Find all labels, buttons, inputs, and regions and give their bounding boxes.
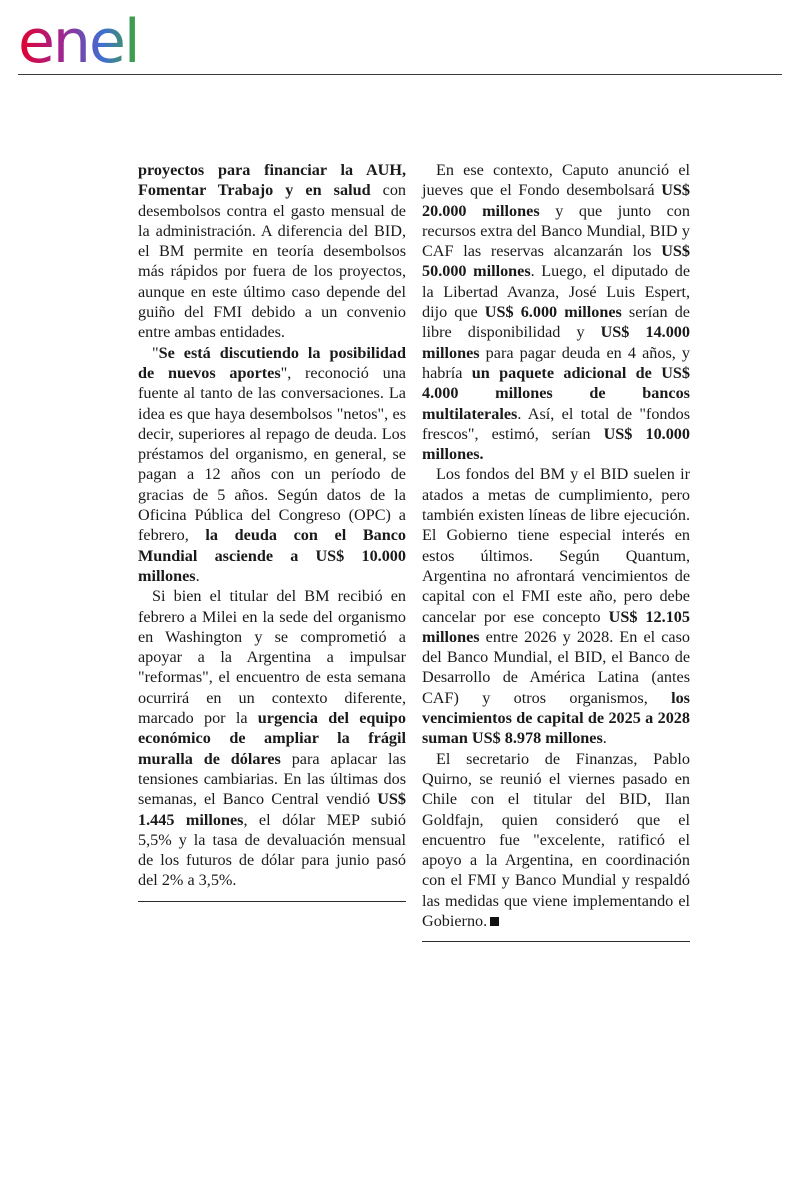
body-text: . (602, 729, 607, 748)
body-text: En ese contexto, Caputo anunció el jueves que el Fondo desembolsará (422, 161, 690, 200)
body-text: y que junto con recursos extra del Banco Mundial, BID y CAF las reservas alcanzarán los (422, 201, 690, 261)
highlighted-text: US$ 14.000 millones (422, 323, 690, 362)
article-paragraph (422, 749, 690, 932)
highlighted-text: US$ 20.000 millones (422, 181, 690, 220)
body-text: para aplacar las tensiones cambiarias. En las últimas dos semanas, el Banco Central vendió (138, 749, 406, 809)
body-text: serían de libre disponibilidad y (422, 303, 690, 342)
article-paragraph (138, 586, 406, 890)
body-text: ", reconoció una fuente al tanto de las conversaciones. La idea es que haya desembolsos "netos", es decir, superiores al repago de deuda. Los préstamos del organismo, en general, se pagan a 12 años con un período de gracias de 5 años. Según datos de la Oficina Pública del Congreso (OPC) a febrero, (138, 363, 406, 545)
article-column-right (422, 160, 690, 942)
body-text: , el dólar MEP subió 5,5% y la tasa de devaluación mensual de los futuros de dólar para junio pasó del 2% a 3,5%. (138, 810, 406, 890)
article-column-left (138, 160, 406, 902)
page-header (0, 0, 800, 80)
enel-logo (18, 6, 173, 68)
column-bottom-rule (422, 941, 690, 942)
highlighted-text: un paquete adicional de US$ 4.000 millones de bancos multilaterales (422, 363, 690, 423)
end-of-article-mark (490, 917, 499, 926)
body-text: entre 2026 y 2028. En el caso del Banco Mundial, el BID, el Banco de Desarrollo de América Latina (antes CAF) y otros organismos, (422, 627, 690, 707)
body-text: " (152, 343, 159, 362)
highlighted-text: los vencimientos de capital de 2025 a 2028 suman US$ 8.978 millones (422, 688, 690, 748)
highlighted-text: US$ 1.445 millones (138, 790, 406, 829)
body-text: Si bien el titular del BM recibió en febrero a Milei en la sede del organismo en Washington y se comprometió a apoyar a la Argentina a impulsar "reformas", el encuentro de esta semana ocurrirá en un contexto diferente, marcado por la (138, 587, 406, 728)
highlighted-text: urgencia del equipo económico de ampliar la frágil muralla de dólares (138, 709, 406, 768)
article-paragraph (422, 160, 690, 464)
highlighted-text: US$ 12.105 millones (422, 607, 690, 646)
column-bottom-rule (138, 901, 406, 902)
body-text: . (195, 566, 200, 585)
article-paragraph (138, 343, 406, 587)
highlighted-text: US$ 6.000 millones (484, 303, 622, 322)
header-rule (18, 74, 782, 75)
highlighted-text: proyectos para financiar la AUH, Fomentar Trabajo y en salud (138, 161, 406, 200)
body-text: El secretario de Finanzas, Pablo Quirno, se reunió el viernes pasado en Chile con el titular del BID, Ilan Goldfajn, quien consideró que el encuentro fue "excelente, ratificó el apoyo a la Argentina, en coordinación con el FMI y Banco Mundial y respaldó las medidas que viene implementando el Gobierno. (422, 749, 690, 930)
highlighted-text: Se está discutiendo la posibilidad de nuevos aportes (138, 343, 406, 382)
enel-logo-text: enel (18, 7, 139, 68)
body-text: para pagar deuda en 4 años, y habría (422, 343, 690, 382)
highlighted-text: US$ 50.000 millones (422, 242, 690, 281)
body-text: . Luego, el diputado de la Libertad Avanza, José Luis Espert, dijo que (422, 262, 691, 322)
body-text: . Así, el total de "fondos frescos", estimó, serían (422, 404, 690, 443)
body-text: Los fondos del BM y el BID suelen ir atados a metas de cumplimiento, pero también existen líneas de libre ejecución. El Gobierno tiene especial interés en estos últimos. Según Quantum, Argentina no afrontará vencimientos de capital con el FMI este año, pero debe cancelar por ese concepto (422, 465, 690, 626)
body-text: con desembolsos contra el gasto mensual de la administración. A diferencia del BID, el BM permite en teoría desembolsos más rápidos por fuera de los proyectos, aunque en este último caso depende del guiño del FMI debido a un convenio entre ambas entidades. (138, 181, 407, 342)
highlighted-text: la deuda con el Banco Mundial asciende a US$ 10.000 millones (138, 526, 406, 585)
article-paragraph (422, 464, 690, 748)
article-paragraph (138, 160, 406, 343)
highlighted-text: US$ 10.000 millones. (422, 424, 690, 464)
